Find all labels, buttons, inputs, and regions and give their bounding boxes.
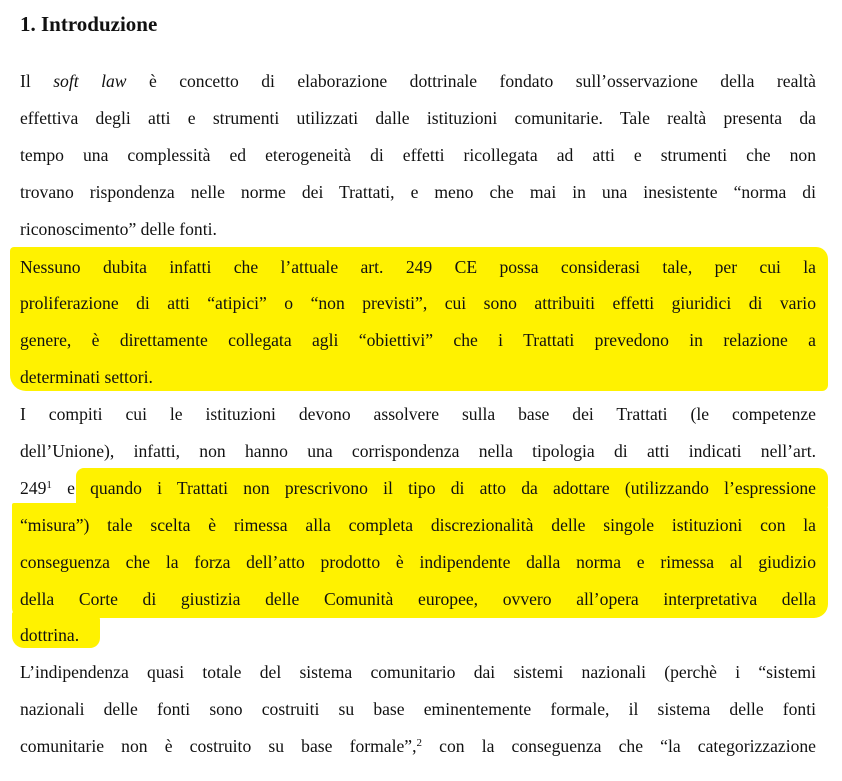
paragraph-line: effettiva degli atti e strumenti utilizzati dalle istituzioni comunitarie. Tale realtà presenta da (20, 108, 816, 128)
paragraph-line: riconoscimento” delle fonti. (20, 219, 217, 239)
paragraph-line: Nessuno dubita infatti che l’attuale art. 249 CE possa considerasi tale, per cui la (20, 257, 816, 277)
footnote-ref-1[interactable]: 1 (46, 479, 52, 491)
paragraph-line: I compiti cui le istituzioni devono assolvere sulla base dei Trattati (le competenze (20, 404, 816, 424)
paragraph-line: conseguenza che la forza dell’atto prodotto è indipendente dalla norma e rimessa al giudizio (20, 552, 816, 572)
paragraph-line: genere, è direttamente collegata agli “obiettivi” che i Trattati prevedono in relazione a (20, 330, 816, 350)
paragraph-line: dell’Unione), infatti, non hanno una corrispondenza nella tipologia di atti indicati nell’art. (20, 441, 816, 461)
footnote-ref-2[interactable]: 2 (416, 737, 423, 749)
highlighted-text: quando i Trattati non prescrivono il tipo di atto da adottare (utilizzando l’espressione (90, 478, 816, 498)
paragraph-line: determinati settori. (20, 367, 153, 387)
paragraph-line: $249^1$ e quando i Trattati non prescrivono il tipo di atto da adottare (utilizzando l’espressione (20, 478, 816, 498)
paragraph-line: della Corte di giustizia delle Comunità europee, ovvero all’opera interpretativa della (20, 589, 816, 609)
paragraph-line: nazionali delle fonti sono costruiti su base eminentemente formale, il sistema delle fonti (20, 699, 816, 719)
paragraph-line: trovano rispondenza nelle norme dei Trattati, e meno che mai in una inesistente “norma di (20, 182, 816, 202)
paragraph-line: L’indipendenza quasi totale del sistema comunitario dai sistemi nazionali (perchè i “sistemi (20, 662, 816, 682)
soft-law-term: soft law (53, 71, 127, 91)
paragraph-line: dottrina. (20, 625, 80, 645)
paragraph-line: proliferazione di atti “atipici” o “non previsti”, cui sono attribuiti effetti giuridici di vario (20, 293, 816, 313)
paragraph-line: tempo una complessità ed eterogeneità di effetti ricollegata ad atti e strumenti che non (20, 145, 816, 165)
paragraph-line: “misura”) tale scelta è rimessa alla completa discrezionalità delle singole istituzioni con la (20, 515, 816, 535)
paragraph-line: comunitarie non è costruito su base formale”,$^2$ con la conseguenza che “la categorizzazione (20, 736, 816, 756)
paragraph-line: Il soft law è concetto di elaborazione dottrinale fondato sull’osservazione della realtà (20, 71, 816, 91)
section-heading: 1. Introduzione (20, 12, 158, 36)
